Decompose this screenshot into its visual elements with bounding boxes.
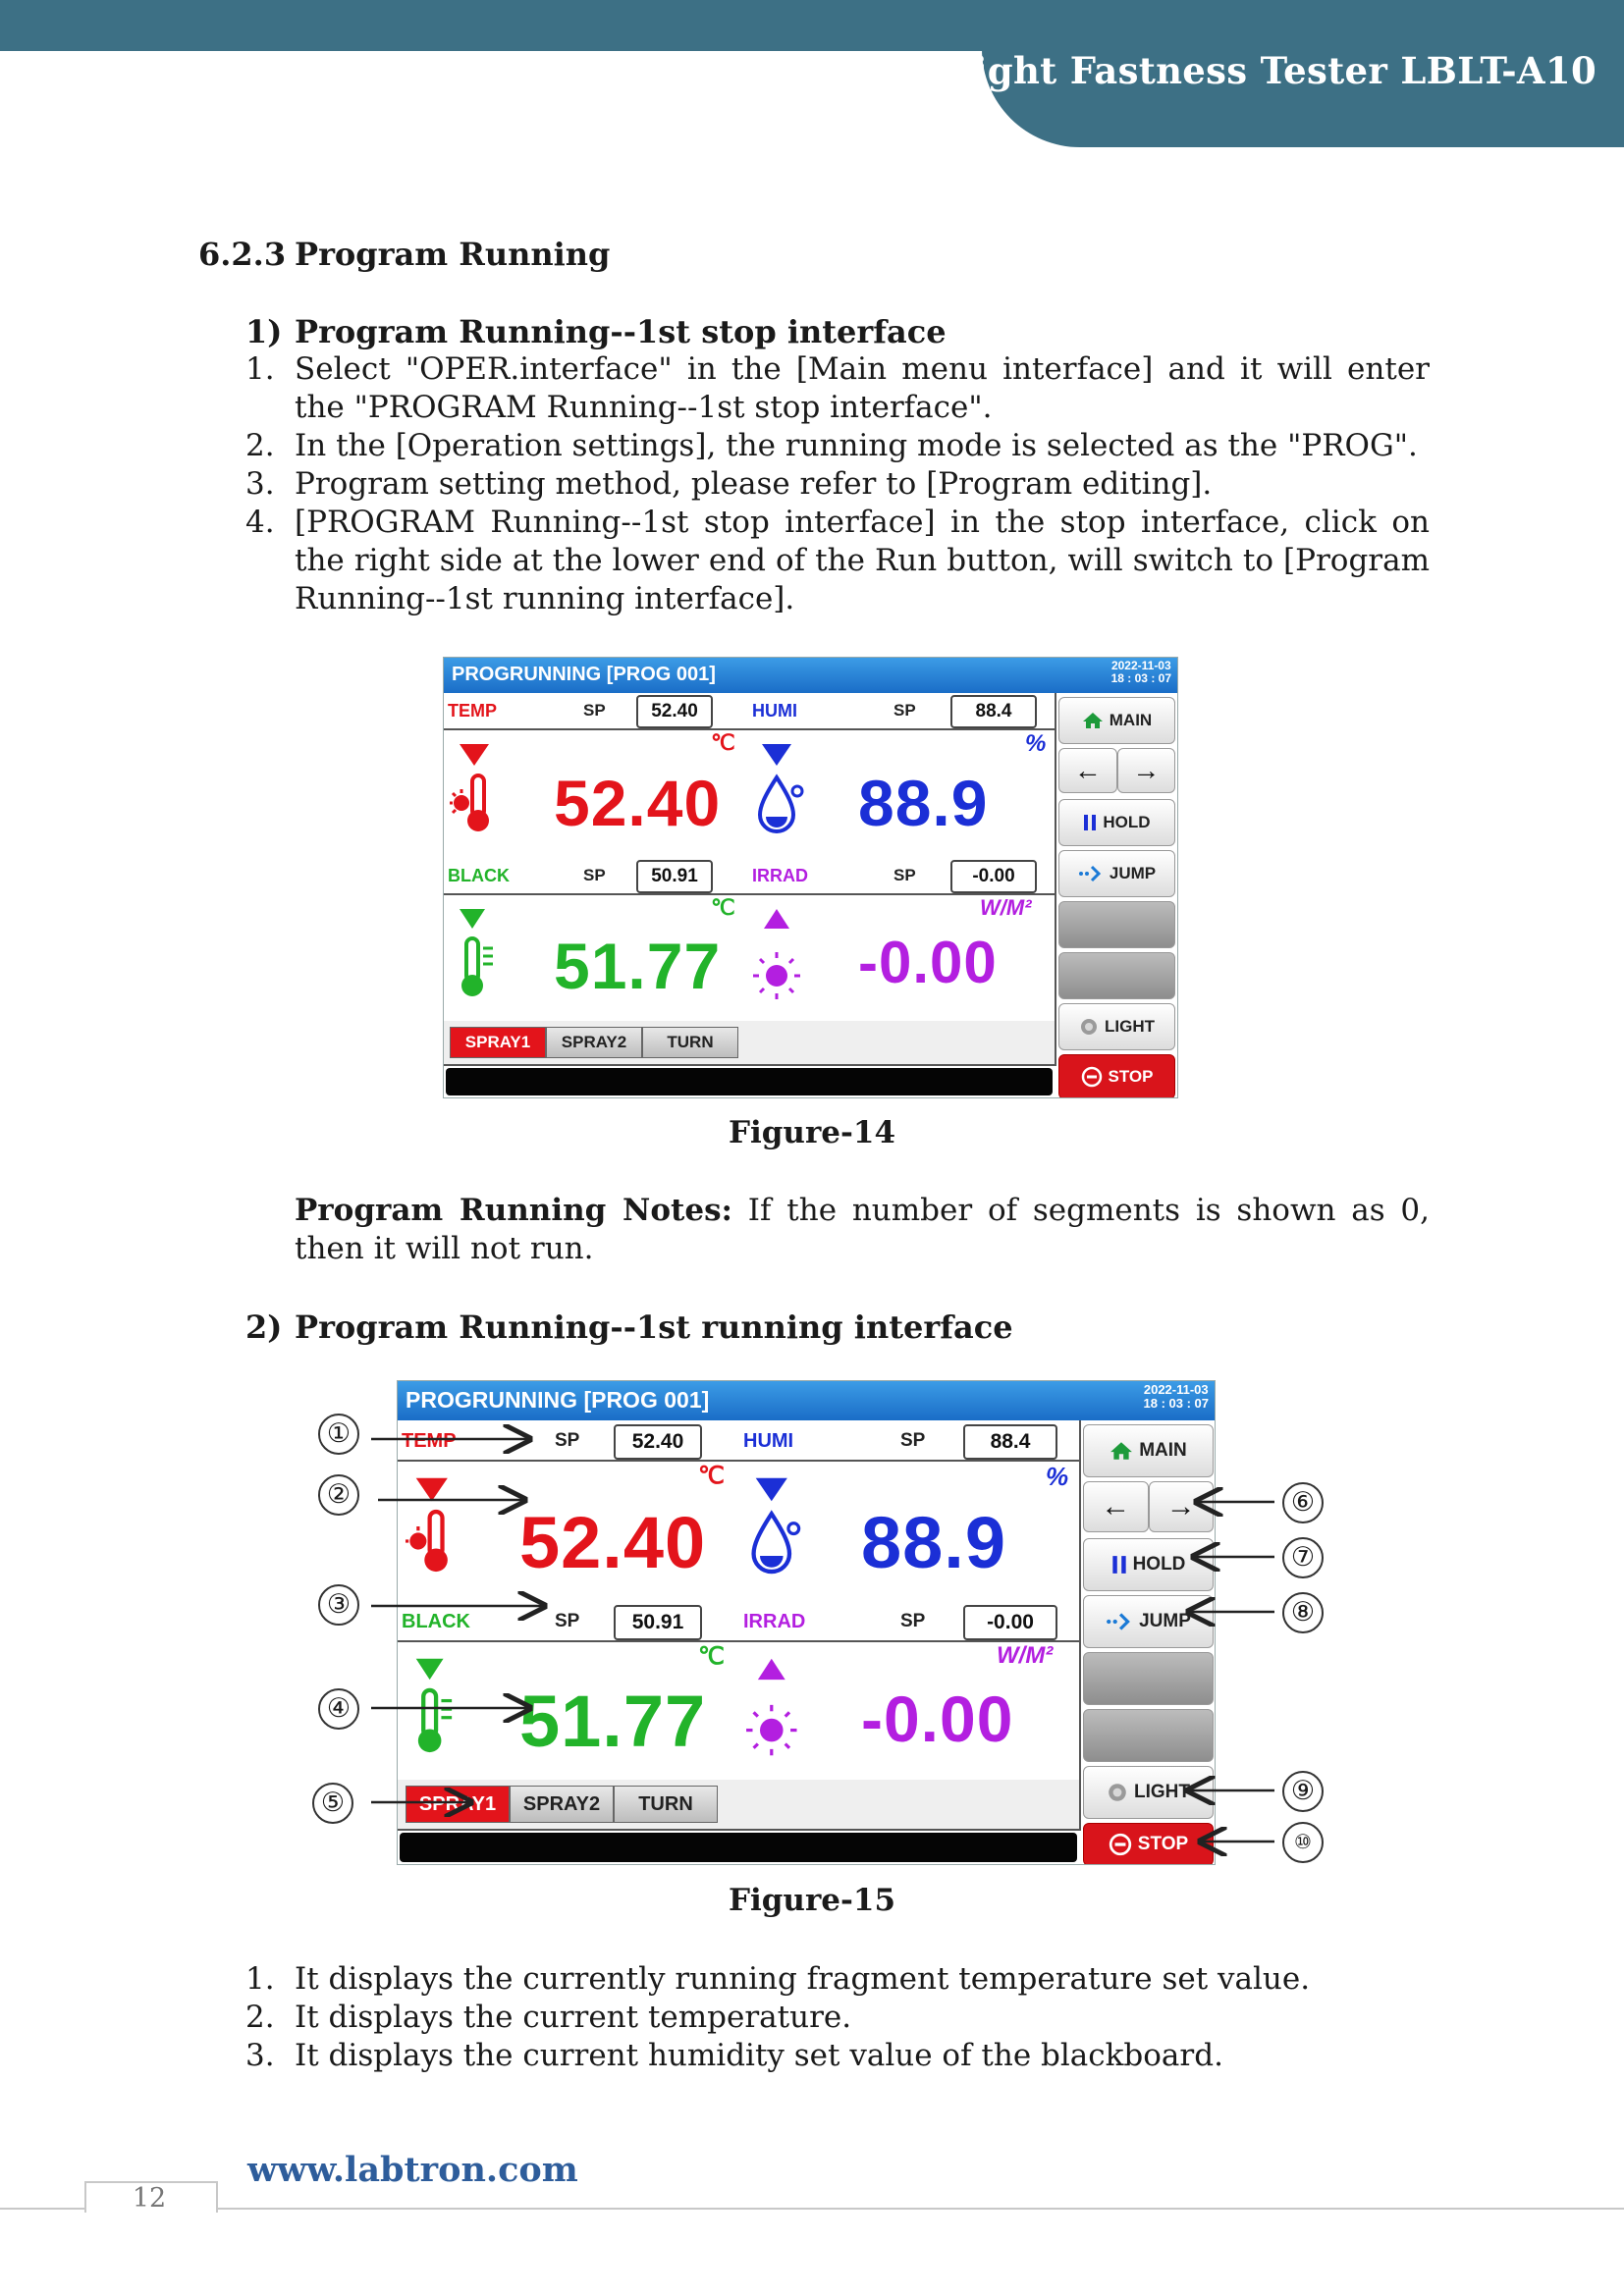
temp-sp-box[interactable]: 52.40	[614, 1424, 702, 1460]
callout-1: ①	[318, 1414, 359, 1455]
prev-page-button[interactable]: ←	[1058, 748, 1117, 793]
main-button[interactable]: MAIN	[1058, 697, 1175, 744]
list-item: 1. It displays the currently running fragment temperature set value.	[245, 1961, 1311, 1997]
callout-9: ⑨	[1282, 1771, 1324, 1812]
section-title: Program Running	[295, 236, 611, 273]
screen-title: PROGRUNNING [PROG 001]	[452, 664, 716, 685]
humi-sp-box[interactable]: 88.4	[963, 1424, 1057, 1460]
part2-title: Program Running--1st running interface	[295, 1308, 1013, 1346]
callout-8: ⑧	[1282, 1592, 1324, 1633]
list-item: 2. In the [Operation settings], the running mode is selected as the "PROG".	[245, 428, 1418, 463]
temp-label: TEMP	[402, 1430, 457, 1452]
part2-number: 2)	[245, 1308, 283, 1346]
callout-6: ⑥	[1282, 1482, 1324, 1523]
screen-datetime: 2022-11-03 18 : 03 : 07	[1110, 659, 1171, 686]
irrad-value: -0.00	[858, 930, 998, 995]
next-page-button[interactable]: →	[1149, 1481, 1215, 1532]
humi-label: HUMI	[752, 701, 797, 721]
callout-4: ④	[318, 1688, 359, 1730]
part2-list	[245, 1960, 1430, 2075]
figure15-caption: Figure-15	[728, 1883, 896, 1918]
light-button[interactable]: LIGHT	[1083, 1766, 1214, 1819]
stop-button[interactable]: STOP	[1083, 1823, 1214, 1865]
black-value: 51.77	[554, 930, 722, 1002]
figure14-caption: Figure-14	[728, 1115, 896, 1150]
callout-7: ⑦	[1282, 1537, 1324, 1578]
tab-spray1[interactable]: SPRAY1	[450, 1027, 546, 1058]
black-panel: BLACK SP 50.91 ℃ 51.77	[398, 1601, 741, 1782]
black-panel: BLACK SP 50.91 ℃ 51.77	[444, 858, 750, 1023]
irrad-label: IRRAD	[752, 866, 808, 885]
document-title: Light Fastness Tester LBLT-A10	[947, 49, 1597, 92]
black-sp-box[interactable]: 50.91	[636, 860, 713, 893]
temp-sp-box[interactable]: 52.40	[636, 695, 713, 728]
black-label: BLACK	[448, 866, 510, 885]
part1-title: Program Running--1st stop interface	[295, 313, 947, 350]
next-page-button[interactable]: →	[1117, 748, 1176, 793]
hold-button[interactable]: HOLD	[1083, 1538, 1214, 1591]
irrad-label: IRRAD	[743, 1611, 806, 1632]
irrad-panel: IRRAD SP -0.00 W/M² -0.00	[748, 858, 1056, 1023]
temp-panel: TEMP SP 52.40 ℃ 52.40	[444, 693, 750, 860]
temp-panel: TEMP SP 52.40 ℃ 52.40	[398, 1420, 741, 1603]
part1-number: 1)	[245, 313, 283, 350]
black-label: BLACK	[402, 1611, 470, 1632]
list-item: 2. It displays the current temperature.	[245, 2000, 852, 2035]
jump-button[interactable]: JUMP	[1083, 1595, 1214, 1648]
irrad-value: -0.00	[861, 1682, 1014, 1755]
note-text: If the number of segments is shown as 0, then it will not run.	[295, 1193, 1430, 1266]
callout-5: ⑤	[312, 1783, 353, 1824]
light-button[interactable]: LIGHT	[1058, 1003, 1175, 1050]
tab-turn[interactable]: TURN	[614, 1786, 718, 1823]
list-item: 1. Select "OPER.interface" in the [Main menu interface] and it will enter the "PROGRAM Running--1st stop interface".	[245, 351, 1430, 425]
footer-divider	[0, 2208, 1624, 2210]
irrad-panel: IRRAD SP -0.00 W/M² -0.00	[739, 1601, 1081, 1782]
callout-2: ②	[318, 1474, 359, 1516]
hold-button[interactable]: HOLD	[1058, 799, 1175, 846]
screen-datetime: 2022-11-03 18 : 03 : 07	[1143, 1382, 1209, 1412]
irrad-sp-box[interactable]: -0.00	[963, 1605, 1057, 1640]
temp-label: TEMP	[448, 701, 498, 721]
prev-page-button[interactable]: ←	[1083, 1481, 1149, 1532]
black-value: 51.77	[519, 1681, 707, 1762]
list-item: 4. [PROGRAM Running--1st stop interface] in the stop interface, click on the right side at the lower end of the Run button, will switch to [Program Running--1st running interface].	[245, 505, 1430, 616]
list-item: 3. Program setting method, please refer to [Program editing].	[245, 466, 1213, 502]
tab-spray2[interactable]: SPRAY2	[510, 1786, 614, 1823]
temp-value: 52.40	[554, 767, 722, 839]
callout-10: ⑩	[1282, 1822, 1324, 1863]
note-label: Program Running Notes:	[295, 1193, 732, 1228]
black-sp-box[interactable]: 50.91	[614, 1605, 702, 1640]
irrad-sp-box[interactable]: -0.00	[950, 860, 1037, 893]
temp-value: 52.40	[519, 1502, 707, 1583]
tab-spray1[interactable]: SPRAY1	[406, 1786, 510, 1823]
jump-button[interactable]: JUMP	[1058, 850, 1175, 897]
humi-value: 88.9	[858, 767, 989, 839]
screen-title: PROGRUNNING [PROG 001]	[406, 1387, 710, 1413]
stop-button[interactable]: STOP	[1058, 1054, 1175, 1098]
main-button[interactable]: MAIN	[1083, 1424, 1214, 1477]
humi-panel: HUMI SP 88.4 % 88.9	[748, 693, 1056, 860]
page-number: 12	[132, 2183, 167, 2214]
footer-url[interactable]: www.labtron.com	[247, 2150, 578, 2190]
list-item: 3. It displays the current humidity set value of the blackboard.	[245, 2038, 1223, 2073]
humi-sp-box[interactable]: 88.4	[950, 695, 1037, 728]
humi-value: 88.9	[861, 1502, 1007, 1583]
callout-3: ③	[318, 1584, 359, 1626]
humi-panel: HUMI SP 88.4 % 88.9	[739, 1420, 1081, 1603]
humi-label: HUMI	[743, 1430, 794, 1452]
tab-spray2[interactable]: SPRAY2	[546, 1027, 642, 1058]
tab-turn[interactable]: TURN	[642, 1027, 738, 1058]
section-number: 6.2.3	[198, 236, 287, 273]
